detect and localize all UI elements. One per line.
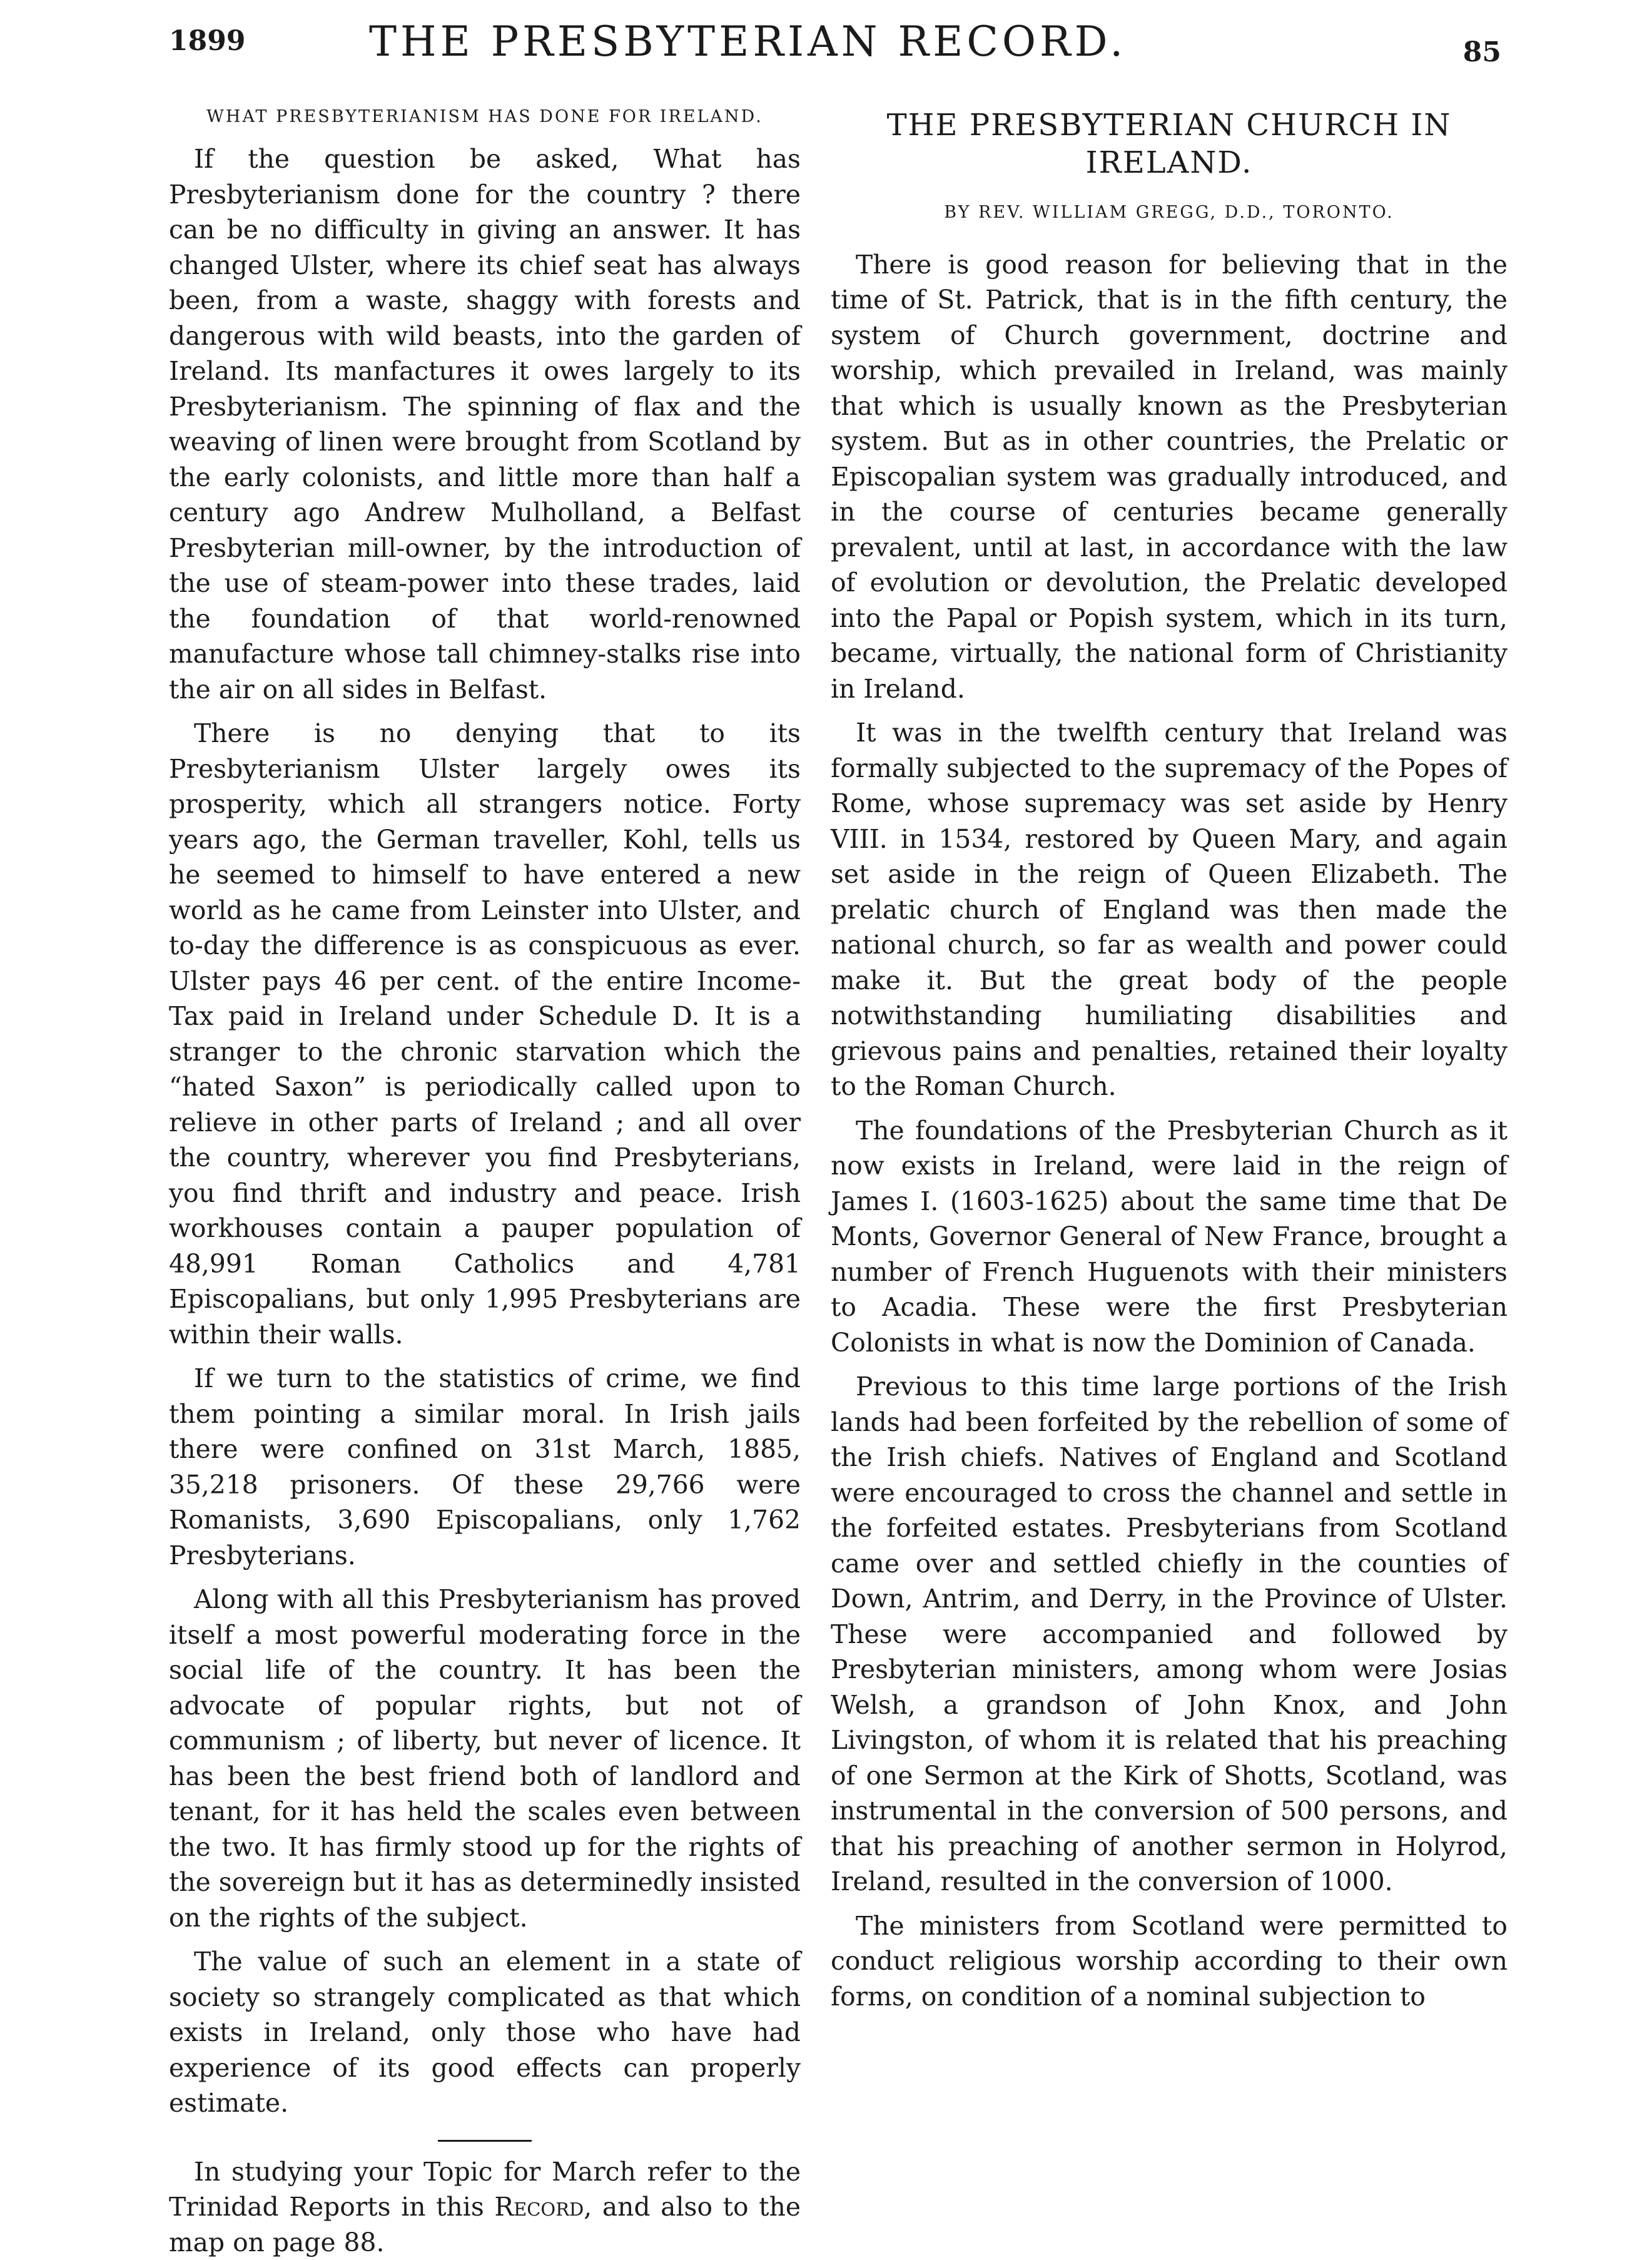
right-paragraph-4: Previous to this time large portions of the Irish lands had been forfeited by the rebellion of some of the Irish chiefs. Natives of England and Scotland were encouraged to cross the channel and settle in the forfeited estates. Presbyterians from Scotland came over and settled chiefly in the counties of Down, Antrim, and Derry, in the Province of Ulster. These were accompanied and followed by Presbyterian ministers, among whom were Josias Welsh, a grandson of John Knox, and John Livingston, of whom it is related that his preaching of one Sermon at the Kirk of Shotts, Scotland, was instrumental in the conversion of 500 persons, and that his preaching of another sermon in Holyrod, Ireland, resulted in the conversion of 1000. [831,1369,1508,1900]
section-divider [438,2140,532,2142]
header-year: 1899 [169,25,245,57]
left-article-heading: WHAT PRESBYTERIANISM HAS DONE FOR IRELAND. [169,106,801,128]
right-paragraph-1: There is good reason for believing that in the time of St. Patrick, that is in the fifth century, the system of Church government, doctrine and worship, which prevailed in Ireland, was mainly that which is usually known as the Presbyterian system. But as in other countries, the Prelatic or Episcopalian system was gradually introduced, and in the course of centuries became generally prevalent, until at last, in accordance with the law of evolution or devolution, the Prelatic developed into the Papal or Popish system, which in its turn, became, virtually, the national form of Christianity in Ireland. [831,247,1508,707]
left-paragraph-4: Along with all this Presbyterianism has proved itself a most powerful moderating force in the social life of the country. It has been the advocate of popular rights, but not of communism ; of liberty, but never of licence. It has been the best friend both of landlord and tenant, for it has held the scales even between the two. It has firmly stood up for the rights of the sovereign but it has as determinedly insisted on the rights of the subject. [169,1582,801,1935]
right-column [831,100,1508,2014]
left-column [169,100,801,2260]
left-paragraph-1: If the question be asked, What has Presbyterianism done for the country ? there can be no difficulty in giving an answer. It has changed Ulster, where its chief seat has always been, from a waste, shaggy with forests and dangerous with wild beasts, into the garden of Ireland. Its manfactures it owes largely to its Presbyterianism. The spinning of flax and the weaving of linen were brought from Scotland by the early colonists, and little more than half a century ago Andrew Mulholland, a Belfast Presbyterian mill-owner, by the introduction of the use of steam-power into these trades, laid the foundation of that world-renowned manufacture whose tall chimney-stalks rise into the air on all sides in Belfast. [169,141,801,707]
article-byline: BY REV. WILLIAM GREGG, D.D., TORONTO. [831,195,1508,231]
left-paragraph-3: If we turn to the statistics of crime, we find them pointing a similar moral. In Irish jails there were confined on 31st March, 1885, 35,218 prisoners. Of these 29,766 were Romanists, 3,690 Episcopalians, only 1,762 Presbyterians. [169,1361,801,1573]
header-title: THE PRESBYTERIAN RECORD. [369,18,1127,66]
right-paragraph-3: The foundations of the Presbyterian Church as it now exists in Ireland, were laid in the reign of James I. (1603-1625) about the same time that De Monts, Governor General of New France, brought a number of French Huguenots with their ministers to Acadia. These were the first Presbyterian Colonists in what is now the Dominion of Canada. [831,1113,1508,1361]
page-header [163,18,1501,86]
right-paragraph-5: The ministers from Scotland were permitted to conduct religious worship according to their own forms, on condition of a nominal subjection to [831,1908,1508,2015]
header-page-number: 85 [1463,36,1501,68]
topic-notice [169,2154,801,2260]
record-word: Record [494,2192,584,2222]
topic-notice-text-after: , and also to the map on page 88. [169,2192,801,2257]
left-paragraph-5: The value of such an element in a state of society so strangely complicated as that which exists in Ireland, only those who have had experience of its good effects can properly estimate. [169,1944,801,2121]
right-paragraph-2: It was in the twelfth century that Ireland was formally subjected to the supremacy of the Popes of Rome, whose supremacy was set aside by Henry VIII. in 1534, restored by Queen Mary, and again set aside in the reign of Queen Elizabeth. The prelatic church of England was then made the national church, so far as wealth and power could make it. But the great body of the people notwithstanding humiliating disabilities and grievous pains and penalties, retained their loyalty to the Roman Church. [831,715,1508,1104]
topic-notice-text-before: In studying your Topic for March refer to the Trinidad Reports in this [169,2157,801,2222]
right-article-title: THE PRESBYTERIAN CHURCH IN IRELAND. [831,106,1508,181]
left-paragraph-2: There is no denying that to its Presbyterianism Ulster largely owes its prosperity, which all strangers notice. Forty years ago, the German traveller, Kohl, tells us he seemed to himself to have entered a new world as he came from Leinster into Ulster, and to-day the difference is as conspicuous as ever. Ulster pays 46 per cent. of the entire Income-Tax paid in Ireland under Schedule D. It is a stranger to the chronic starvation which the “hated Saxon” is periodically called upon to relieve in other parts of Ireland ; and all over the country, wherever you find Presbyterians, you find thrift and industry and peace. Irish workhouses contain a pauper population of 48,991 Roman Catholics and 4,781 Episcopalians, but only 1,995 Presbyterians are within their walls. [169,716,801,1352]
